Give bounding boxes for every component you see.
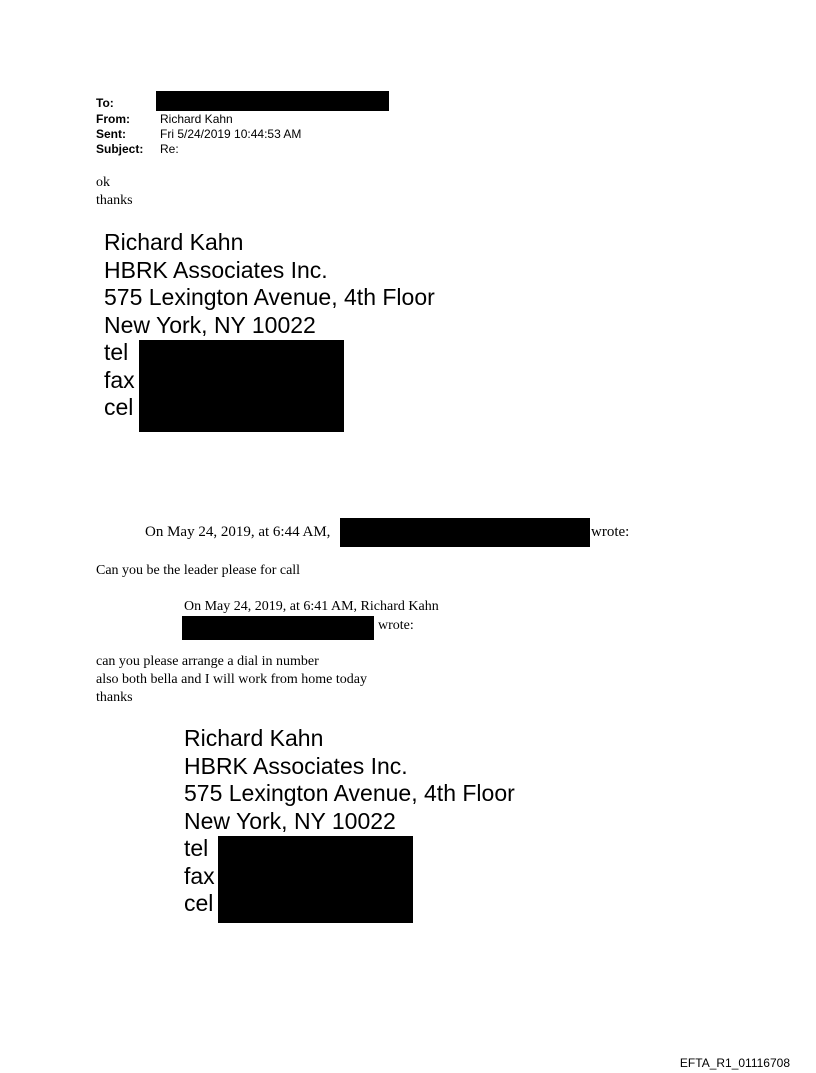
sig2-tel-label: tel	[184, 835, 209, 861]
quote1-intro: On May 24, 2019, at 6:44 AM,	[145, 524, 331, 540]
document-id: EFTA_R1_01116708	[679, 1056, 790, 1070]
redacted-sender-1	[340, 518, 590, 547]
sig2-fax-label: fax	[184, 863, 215, 889]
redacted-recipient	[156, 91, 389, 111]
redacted-sender-2	[182, 616, 374, 640]
sig1-address: 575 Lexington Avenue, 4th Floor	[104, 284, 435, 310]
from-label: From:	[96, 112, 130, 126]
sig1-fax-label: fax	[104, 367, 135, 393]
quote1-text: Can you be the leader please for call	[96, 563, 301, 578]
redacted-phone-block-1	[139, 340, 344, 432]
quote2-wrote: wrote:	[378, 618, 414, 633]
subject-label: Subject:	[96, 142, 144, 156]
body-line-thanks: thanks	[96, 193, 133, 208]
quote2-line3: thanks	[96, 690, 133, 705]
sig2-company: HBRK Associates Inc.	[184, 753, 408, 779]
sig1-cell-label: cel	[104, 394, 134, 420]
sig2-city: New York, NY 10022	[184, 808, 396, 834]
sent-value: Fri 5/24/2019 10:44:53 AM	[160, 127, 302, 141]
to-label: To:	[96, 96, 114, 110]
sig2-address: 575 Lexington Avenue, 4th Floor	[184, 780, 515, 806]
sig1-company: HBRK Associates Inc.	[104, 257, 328, 283]
quote2-line2: also both bella and I will work from home today	[96, 672, 367, 687]
sig1-city: New York, NY 10022	[104, 312, 316, 338]
sig1-name: Richard Kahn	[104, 229, 244, 255]
quote2-line1: can you please arrange a dial in number	[96, 654, 319, 669]
from-value: Richard Kahn	[160, 112, 233, 126]
sent-label: Sent:	[96, 127, 126, 141]
body-line-ok: ok	[96, 175, 110, 190]
sig1-tel-label: tel	[104, 339, 129, 365]
quote1-wrote: wrote:	[591, 524, 630, 540]
sig2-cell-label: cel	[184, 890, 214, 916]
quote2-intro: On May 24, 2019, at 6:41 AM, Richard Kahn	[184, 599, 439, 614]
sig2-name: Richard Kahn	[184, 725, 324, 751]
redacted-phone-block-2	[218, 836, 413, 923]
subject-value: Re:	[160, 142, 179, 156]
